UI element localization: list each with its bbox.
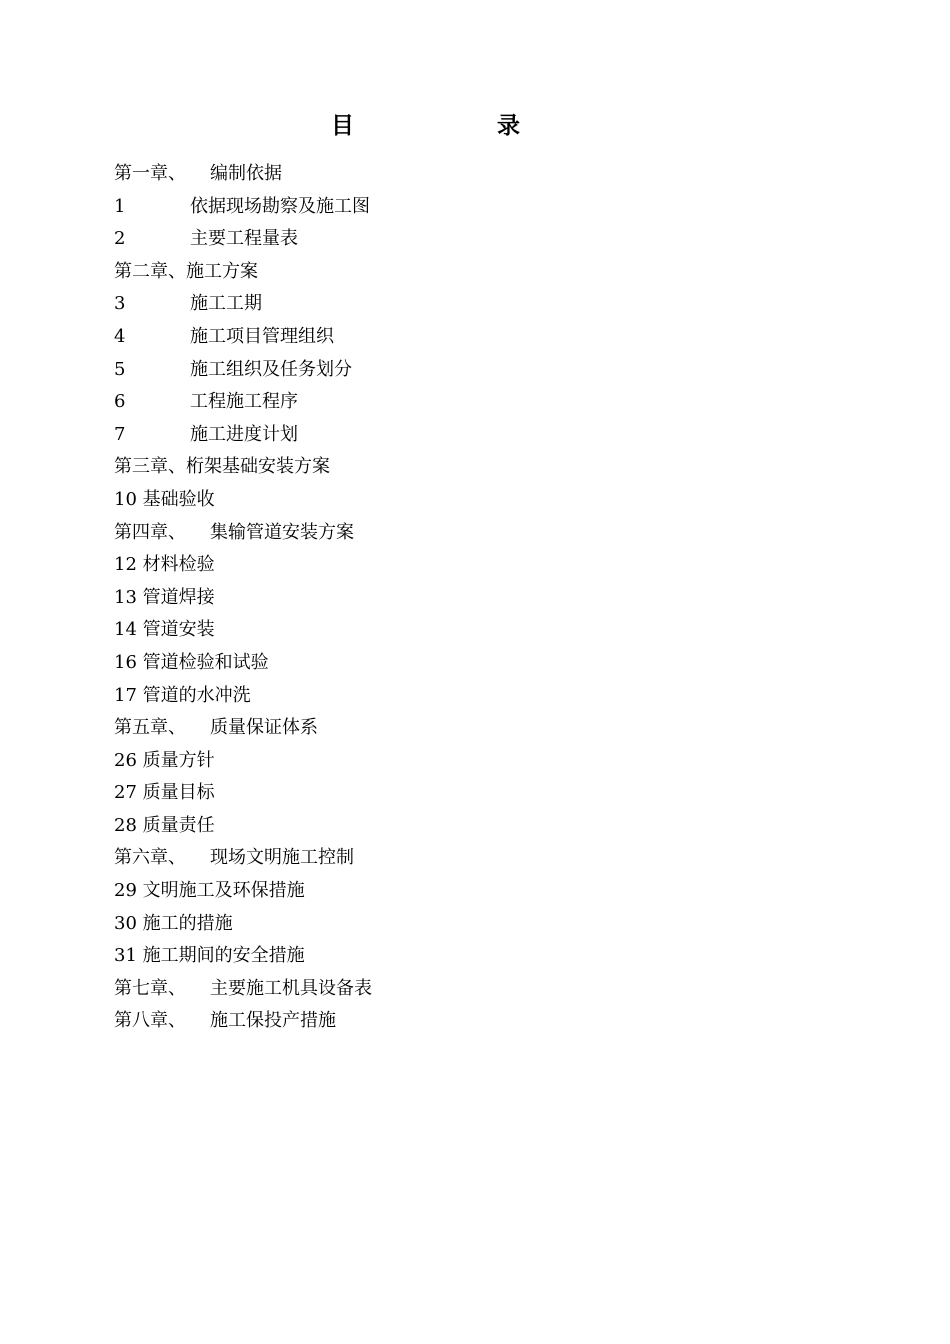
toc-entry-text: 现场文明施工控制 bbox=[210, 847, 354, 869]
toc-entry bbox=[114, 810, 814, 843]
toc-entry-text: 12 材料检验 bbox=[114, 554, 215, 576]
toc-entry-text: 施工组织及任务划分 bbox=[190, 358, 352, 380]
toc-entry-text: 工程施工程序 bbox=[190, 391, 298, 413]
toc-entry-text: 主要工程量表 bbox=[190, 228, 298, 250]
toc-entry-text: 13 管道焊接 bbox=[114, 586, 215, 608]
toc-chapter-prefix: 第一章、 bbox=[114, 163, 186, 184]
toc-entry-text: 集输管道安装方案 bbox=[210, 521, 354, 543]
toc-section-number: 6 bbox=[114, 391, 126, 413]
toc-section-number: 2 bbox=[114, 228, 126, 250]
table-of-contents bbox=[114, 158, 814, 1038]
toc-title-char-2: 录 bbox=[497, 112, 520, 139]
toc-entry bbox=[114, 549, 814, 582]
toc-section-number: 1 bbox=[114, 195, 126, 217]
toc-entry bbox=[114, 419, 814, 452]
toc-entry-text: 第二章、施工方案 bbox=[114, 260, 258, 282]
toc-entry bbox=[114, 842, 814, 875]
toc-entry-text: 施工进度计划 bbox=[190, 423, 298, 445]
toc-entry-text: 施工项目管理组织 bbox=[190, 325, 334, 347]
toc-chapter-prefix: 第七章、 bbox=[114, 977, 186, 999]
toc-entry bbox=[114, 777, 814, 810]
toc-entry-text: 施工工期 bbox=[190, 293, 262, 315]
toc-entry bbox=[114, 386, 814, 419]
toc-entry bbox=[114, 745, 814, 778]
toc-entry-text: 第三章、桁架基础安装方案 bbox=[114, 456, 330, 478]
toc-entry bbox=[114, 354, 814, 387]
toc-entry bbox=[114, 582, 814, 615]
toc-entry-text: 10 基础验收 bbox=[114, 488, 215, 510]
toc-entry-text: 14 管道安装 bbox=[114, 619, 215, 641]
toc-entry-text: 16 管道检验和试验 bbox=[114, 651, 269, 673]
toc-entry-text: 28 质量责任 bbox=[114, 814, 215, 836]
toc-entry bbox=[114, 191, 814, 224]
toc-section-number: 4 bbox=[114, 325, 126, 347]
toc-section-number: 5 bbox=[114, 358, 126, 380]
toc-entry-text: 29 文明施工及环保措施 bbox=[114, 880, 305, 902]
toc-chapter-prefix: 第六章、 bbox=[114, 847, 186, 869]
toc-section-number: 7 bbox=[114, 423, 126, 445]
toc-entry-text: 31 施工期间的安全措施 bbox=[114, 945, 305, 967]
toc-title bbox=[0, 107, 950, 141]
toc-entry-text: 主要施工机具设备表 bbox=[210, 977, 372, 999]
toc-entry bbox=[114, 288, 814, 321]
toc-entry-text: 30 施工的措施 bbox=[114, 912, 233, 934]
toc-chapter-prefix: 第四章、 bbox=[114, 521, 186, 543]
toc-entry-text: 27 质量目标 bbox=[114, 782, 215, 804]
toc-entry bbox=[114, 223, 814, 256]
toc-entry bbox=[114, 614, 814, 647]
toc-entry bbox=[114, 321, 814, 354]
toc-entry bbox=[114, 158, 814, 191]
toc-entry bbox=[114, 1005, 814, 1038]
toc-entry-text: 17 管道的水冲洗 bbox=[114, 684, 251, 706]
toc-entry bbox=[114, 680, 814, 713]
toc-entry bbox=[114, 517, 814, 550]
toc-title-char-1: 目 bbox=[331, 112, 354, 139]
toc-chapter-prefix: 第八章、 bbox=[114, 1010, 186, 1032]
toc-entry-text: 施工保投产措施 bbox=[210, 1010, 336, 1032]
toc-chapter-prefix: 第五章、 bbox=[114, 717, 186, 739]
toc-entry-text: 质量保证体系 bbox=[210, 717, 318, 739]
toc-entry bbox=[114, 484, 814, 517]
toc-entry-text: 26 质量方针 bbox=[114, 749, 215, 771]
toc-entry bbox=[114, 712, 814, 745]
toc-entry bbox=[114, 940, 814, 973]
toc-entry bbox=[114, 256, 814, 289]
toc-entry bbox=[114, 451, 814, 484]
toc-entry bbox=[114, 647, 814, 680]
toc-entry bbox=[114, 875, 814, 908]
toc-section-number: 3 bbox=[114, 293, 126, 315]
toc-entry bbox=[114, 908, 814, 941]
toc-entry bbox=[114, 973, 814, 1006]
toc-entry-text: 依据现场勘察及施工图 bbox=[190, 195, 370, 217]
toc-entry-text: 编制依据 bbox=[210, 163, 282, 184]
